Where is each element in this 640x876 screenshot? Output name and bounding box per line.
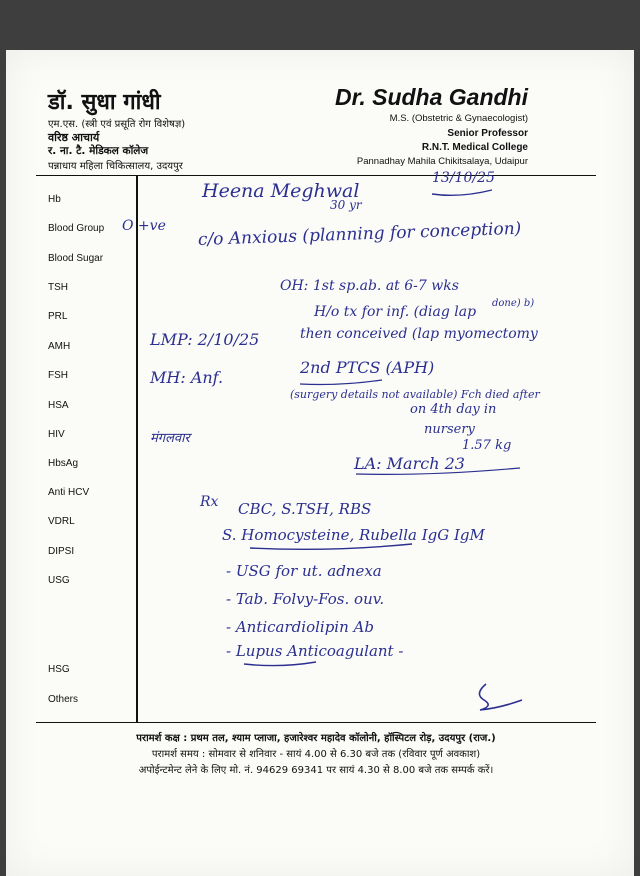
patient-age: 30 yr	[330, 198, 362, 212]
menstrual-history: MH: Anf.	[150, 368, 224, 387]
medication-line: - Tab. Folvy-Fos. ouv.	[226, 590, 385, 608]
test-label: Blood Group	[48, 223, 105, 234]
treatment-history: H/o tx for inf. (diag lap	[314, 304, 477, 320]
nursery-note: nursery	[424, 422, 475, 437]
birth-weight: 1.57 kg	[462, 438, 512, 453]
test-label: Others	[48, 694, 79, 705]
investigation-line-1: CBC, S.TSH, RBS	[238, 500, 372, 518]
investigation-line-4: - Anticardiolipin Ab	[226, 618, 374, 636]
college-hindi: र. ना. टै. मेडिकल कॉलेज	[48, 145, 149, 157]
fetus-note: (surgery details not available) Fch died after	[290, 388, 540, 401]
ptcs-note: 2nd PTCS (APH)	[300, 358, 435, 377]
test-label: HIV	[48, 429, 65, 440]
hindi-note: मंगलवार	[150, 431, 190, 446]
test-label: DIPSI	[48, 546, 75, 557]
footer-appointment: अपोईन्टमेन्ट लेने के लिए मो. नं. 94629 69341 पर सायं 4.30 से 8.00 बजे तक सम्पर्क करें।	[138, 765, 494, 776]
investigation-line-2: S. Homocysteine, Rubella IgG IgM	[222, 526, 485, 544]
test-label: Blood Sugar	[48, 253, 104, 264]
rx-symbol: Rx	[200, 494, 219, 510]
test-label: TSH	[48, 282, 68, 293]
doctor-name-english: Dr. Sudha Gandhi	[335, 84, 528, 110]
chief-complaint: c/o Anxious (planning for conception)	[197, 218, 522, 250]
designation-english: Senior Professor	[447, 128, 528, 139]
lmp: LMP: 2/10/25	[150, 330, 260, 349]
test-label: USG	[48, 575, 70, 586]
investigation-line-3: - USG for ut. adnexa	[226, 562, 382, 580]
qualification-hindi: एम.एस. (स्त्री एवं प्रसूति रोग विशेषज्ञ)	[48, 119, 186, 130]
doctor-name-hindi: डॉ. सुधा गांधी	[48, 90, 161, 115]
test-label: HbsAg	[48, 458, 79, 469]
footer-timing: परामर्श समय : सोमवार से शनिवार - सायं 4.00 से 6.30 बजे तक (रविवार पूर्ण अवकाश)	[151, 749, 481, 760]
test-label: Hb	[48, 194, 61, 205]
college-english: R.N.T. Medical College	[421, 142, 528, 153]
doctor-signature	[470, 680, 530, 714]
test-label: HSA	[48, 400, 69, 411]
test-label: FSH	[48, 370, 68, 381]
test-label: Anti HCV	[48, 487, 90, 498]
test-label: HSG	[48, 664, 70, 675]
footer-address: परामर्श कक्ष : प्रथम तल, श्याम प्लाजा, हजारेश्वर महादेव कॉलोनी, हॉस्पिटल रोड़, उदयपुर (राज.)	[136, 733, 496, 744]
qualification-english: M.S. (Obstetric & Gynaecologist)	[389, 113, 528, 124]
day-note: on 4th day in	[410, 402, 497, 417]
patient-name: Heena Meghwal	[202, 180, 360, 202]
investigation-line-5: - Lupus Anticoagulant -	[226, 642, 404, 660]
obstetric-history: OH: 1st sp.ab. at 6-7 wks	[280, 278, 459, 294]
test-label: AMH	[48, 341, 71, 352]
procedure-note: done) b)	[492, 298, 535, 309]
visit-date: 13/10/25	[432, 170, 495, 186]
last-abortion-date: LA: March 23	[354, 454, 465, 473]
designation-hindi: वरिष्ठ आचार्य	[48, 131, 100, 144]
test-label: VDRL	[48, 516, 75, 527]
hospital-english: Pannadhay Mahila Chikitsalaya, Udaipur	[356, 156, 528, 167]
blood-group-value: O +ve	[122, 218, 166, 234]
test-label: PRL	[48, 311, 68, 322]
hospital-hindi: पन्नाधाय महिला चिकित्सालय, उदयपुर	[48, 161, 183, 172]
conception-note: then conceived (lap myomectomy	[300, 326, 538, 342]
